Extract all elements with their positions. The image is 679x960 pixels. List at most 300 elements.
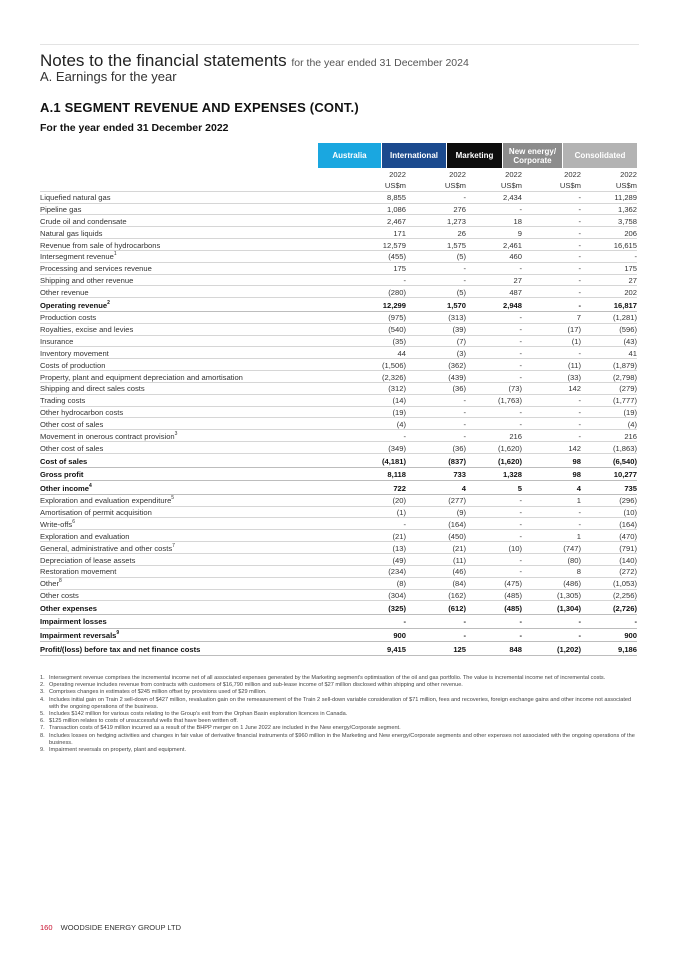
cell-value: - [578, 216, 581, 226]
cell-value: (1,506) [381, 360, 406, 370]
cell-value: 900 [393, 631, 406, 641]
table-row [40, 324, 637, 336]
table-row [40, 430, 637, 442]
cell-value: - [519, 531, 522, 541]
cell-value: - [463, 193, 466, 203]
year-label: 2022 [505, 169, 522, 179]
row-label-text: Amortisation of permit acquisition [40, 508, 152, 518]
row-label-text: Crude oil and condensate [40, 216, 127, 226]
cell-value: (1) [396, 508, 406, 518]
footnote [40, 689, 640, 696]
cell-value: (19) [392, 408, 406, 418]
row-label [40, 631, 119, 640]
row-label [40, 457, 87, 466]
cell-value: - [578, 508, 581, 518]
row-label-text: Liquefied natural gas [40, 193, 111, 203]
table-row [40, 590, 637, 602]
cell-value: - [578, 287, 581, 297]
row-label-text: Property, plant and equipment depreciation and amortisation [40, 372, 243, 382]
cell-value: (39) [452, 325, 466, 335]
company-name: WOODSIDE ENERGY GROUP LTD [60, 923, 182, 932]
cell-value: - [578, 228, 581, 238]
cell-value: - [578, 205, 581, 215]
cell-value: - [578, 240, 581, 250]
cell-value: 98 [572, 456, 581, 466]
table-row [40, 395, 637, 407]
cell-value: - [578, 193, 581, 203]
cell-value: 2,461 [502, 240, 522, 250]
cell-value: (10) [508, 543, 522, 553]
row-label [40, 579, 62, 588]
footnote-text: Intersegment revenue comprises the incremental income net of all associated expenses generated by the Marketing segment's optimisation of the oil and gas portfolio. The value is incremental income net of incremental costs. [49, 675, 606, 681]
row-label [40, 337, 73, 346]
cell-value: - [463, 431, 466, 441]
footnote-ref: 6 [72, 518, 75, 525]
row-label-text: Other expenses [40, 603, 97, 613]
cell-value: 733 [453, 470, 466, 480]
row-label [40, 484, 92, 493]
cell-value: 9,186 [617, 644, 637, 654]
cell-value: (140) [619, 555, 637, 565]
cell-value: (470) [619, 531, 637, 541]
cell-value: (1) [571, 337, 581, 347]
table-row [40, 336, 637, 348]
table-row [40, 239, 637, 251]
cell-value: (1,304) [556, 603, 581, 613]
cell-value: (455) [388, 252, 406, 262]
cell-value: (2,798) [612, 372, 637, 382]
cell-value: (540) [388, 325, 406, 335]
cell-value: 1 [576, 531, 581, 541]
footnote-text: Impairment reversals on property, plant and equipment. [49, 747, 187, 754]
table-row [40, 542, 637, 554]
cell-value: 26 [457, 228, 466, 238]
cell-value: 735 [624, 483, 637, 493]
cell-value: 18 [513, 216, 522, 226]
cell-value: (7) [456, 337, 466, 347]
row-label [40, 520, 75, 529]
row-label-text: Restoration movement [40, 567, 117, 577]
table-row [40, 359, 637, 371]
cell-value: - [519, 555, 522, 565]
table-row [40, 275, 637, 287]
cell-value: - [519, 617, 522, 627]
year-label: 2022 [564, 169, 581, 179]
footnote-text: Operating revenue includes revenue from contracts with customers of $16,790 million and sub-lease income of $27 million disclosed within shipping and other revenue. [49, 682, 463, 689]
cell-value: 1,575 [446, 240, 466, 250]
year-header-row [40, 168, 637, 180]
row-label [40, 396, 85, 405]
year-label: 2022 [389, 169, 406, 179]
cell-value: 8 [576, 567, 581, 577]
cell-value: (4) [627, 419, 637, 429]
cell-value: (33) [567, 372, 581, 382]
row-label-text: Other costs [40, 591, 79, 601]
row-label-text: Intersegment revenue [40, 252, 114, 262]
cell-value: (272) [619, 567, 637, 577]
cell-value: - [519, 337, 522, 347]
unit-label: US$m [559, 181, 581, 191]
footnote [40, 711, 640, 718]
cell-value: - [578, 408, 581, 418]
cell-value: - [463, 408, 466, 418]
row-label [40, 591, 79, 600]
cell-value: (1,763) [497, 396, 522, 406]
cell-value: (73) [508, 384, 522, 394]
page-footer [40, 923, 181, 932]
cell-value: 9 [517, 228, 522, 238]
cell-value: 125 [453, 644, 466, 654]
table-row [40, 629, 637, 643]
row-label-text: Production costs [40, 313, 97, 323]
cell-value: 10,277 [613, 470, 637, 480]
cell-value: (46) [452, 567, 466, 577]
table-row [40, 566, 637, 578]
row-label-text: Profit/(loss) before tax and net finance costs [40, 644, 201, 654]
cell-value: (17) [567, 325, 581, 335]
footnote-text: Includes $142 million for various costs relating to the Group's exit from the Orphan Basin exploration licences in Canada. [49, 711, 348, 718]
year-label: 2022 [449, 169, 466, 179]
table-row [40, 286, 637, 298]
cell-value: 1 [576, 496, 581, 506]
cell-value: (5) [456, 287, 466, 297]
footnote-text: $125 million relates to costs of unsuccessful wells that have been written off. [49, 718, 238, 725]
unit-label: US$m [444, 181, 466, 191]
column-header-consolidated: Consolidated [563, 143, 637, 168]
row-label [40, 645, 200, 654]
cell-value: - [463, 617, 466, 627]
row-label-text: Exploration and evaluation [40, 531, 130, 541]
table-row [40, 481, 637, 495]
cell-value: (1,305) [556, 591, 581, 601]
row-label-text: Shipping and other revenue [40, 276, 134, 286]
cell-value: (2,256) [612, 591, 637, 601]
table-row [40, 371, 637, 383]
cell-value: 1,086 [386, 205, 406, 215]
row-label-text: Operating revenue [40, 300, 108, 310]
cell-value: - [403, 276, 406, 286]
table-row [40, 192, 637, 204]
cell-value: (312) [388, 384, 406, 394]
segment-table [40, 168, 637, 656]
row-label-text: Gross profit [40, 470, 84, 480]
table-row [40, 554, 637, 566]
footnote-ref: 1 [113, 251, 117, 258]
cell-value: (1,620) [497, 456, 522, 466]
cell-value: (21) [392, 531, 406, 541]
cell-value: (164) [448, 519, 466, 529]
cell-value: - [519, 508, 522, 518]
footnote [40, 718, 640, 725]
unit-label: US$m [615, 181, 637, 191]
footnote [40, 747, 640, 754]
row-label-text: Costs of production [40, 360, 106, 370]
table-row [40, 227, 637, 239]
footnote [40, 725, 640, 732]
row-label [40, 373, 243, 382]
column-header-international: International [382, 143, 446, 168]
cell-value: (975) [388, 313, 406, 323]
cell-value: 142 [568, 384, 581, 394]
cell-value: (747) [563, 543, 581, 553]
cell-value: (36) [452, 443, 466, 453]
row-label-text: Other income [40, 483, 89, 493]
footnote [40, 682, 640, 689]
row-label [40, 604, 97, 613]
cell-value: (2,726) [612, 603, 637, 613]
footnote-ref: 2 [107, 299, 110, 306]
footnote-number: 1. [40, 675, 45, 681]
row-label [40, 205, 81, 214]
cell-value: 171 [393, 228, 406, 238]
cell-value: 175 [393, 264, 406, 274]
cell-value: 16,817 [613, 300, 637, 310]
footnote-number: 4. [40, 696, 45, 703]
cell-value: (485) [504, 591, 522, 601]
row-label-text: Other cost of sales [40, 419, 104, 429]
table-row [40, 263, 637, 275]
row-label-text: Natural gas liquids [40, 228, 103, 238]
cell-value: 1,328 [502, 470, 522, 480]
cell-value: - [403, 431, 406, 441]
row-label [40, 544, 175, 553]
footnote-text: Transaction costs of $419 million incurred as a result of the BHPP merger on 1 June 2022 are included in the New energy/Corporate segment. [49, 725, 401, 732]
cell-value: - [519, 348, 522, 358]
unit-header-row [40, 180, 637, 192]
table-row [40, 615, 637, 629]
footnote-ref: 4 [88, 482, 92, 489]
cell-value: 487 [509, 287, 522, 297]
footnote-number: 7. [40, 725, 45, 732]
cell-value: 2,434 [502, 193, 522, 203]
cell-value: - [519, 325, 522, 335]
footnote-number: 8. [40, 732, 45, 739]
footnote-ref: 8 [59, 578, 62, 585]
table-row [40, 518, 637, 530]
cell-value: (486) [563, 579, 581, 589]
cell-value: (13) [392, 543, 406, 553]
unit-label: US$m [500, 181, 522, 191]
cell-value: (84) [452, 579, 466, 589]
cell-value: (6,540) [612, 456, 637, 466]
unit-label: US$m [384, 181, 406, 191]
cell-value: (10) [623, 508, 637, 518]
column-header-new-energy: New energy/ Corporate [503, 143, 562, 168]
row-label [40, 264, 152, 273]
cell-value: (9) [456, 508, 466, 518]
cell-value: 142 [568, 443, 581, 453]
cell-value: - [578, 419, 581, 429]
row-label [40, 617, 107, 626]
cell-value: (162) [448, 591, 466, 601]
cell-value: 460 [509, 252, 522, 262]
cell-value: 12,579 [382, 240, 406, 250]
cell-value: 27 [513, 276, 522, 286]
cell-value: - [519, 313, 522, 323]
row-label [40, 301, 110, 310]
footnote-ref: 9 [116, 630, 120, 637]
cell-value: (485) [504, 603, 522, 613]
cell-value: - [463, 631, 466, 641]
cell-value: 1,570 [446, 300, 466, 310]
row-label-text: Cost of sales [40, 456, 88, 466]
cell-value: - [634, 252, 637, 262]
cell-value: (1,777) [612, 396, 637, 406]
cell-value: (304) [388, 591, 406, 601]
cell-value: (280) [388, 287, 406, 297]
cell-value: (8) [396, 579, 406, 589]
row-label-text: Movement in onerous contract provision [40, 431, 175, 441]
row-label [40, 532, 130, 541]
table-row [40, 442, 637, 454]
cell-value: (2,326) [381, 372, 406, 382]
cell-value: (80) [567, 555, 581, 565]
cell-value: (36) [452, 384, 466, 394]
cell-value: 900 [624, 631, 637, 641]
cell-value: - [519, 419, 522, 429]
cell-value: - [578, 431, 581, 441]
cell-value: - [403, 617, 406, 627]
row-label [40, 288, 89, 297]
footnote-ref: 7 [172, 542, 175, 549]
cell-value: 98 [572, 470, 581, 480]
cell-value: - [519, 631, 522, 641]
cell-value: (35) [392, 337, 406, 347]
footnote-number: 3. [40, 689, 45, 696]
cell-value: - [519, 408, 522, 418]
cell-value: 5 [517, 483, 522, 493]
section-title: A. Earnings for the year [40, 69, 177, 84]
row-label-text: Revenue from sale of hydrocarbons [40, 240, 161, 250]
cell-value: 2,467 [386, 216, 406, 226]
cell-value: 206 [624, 228, 637, 238]
cell-value: 276 [453, 205, 466, 215]
footnote-number: 9. [40, 747, 45, 754]
cell-value: - [463, 396, 466, 406]
table-row [40, 601, 637, 615]
footnote-number: 5. [40, 711, 45, 718]
cell-value: (1,053) [612, 579, 637, 589]
cell-value: - [578, 252, 581, 262]
footnote-ref: 5 [171, 495, 175, 502]
footnote-text: Includes losses on hedging activities and changes in fair value of derivative financial instruments of $960 million in the Marketing and New energy/Corporate segments and other expenses not associated with the ongoing operations of the business. [49, 732, 635, 746]
page-title [40, 51, 469, 71]
row-label [40, 193, 111, 202]
footnote [40, 733, 640, 747]
cell-value: - [519, 205, 522, 215]
footnote-number: 6. [40, 718, 45, 725]
row-label [40, 217, 127, 226]
table-row [40, 642, 637, 656]
row-label-text: Royalties, excise and levies [40, 325, 134, 335]
cell-value: (3) [456, 348, 466, 358]
row-label-text: Other [40, 579, 59, 589]
cell-value: (1,202) [556, 644, 581, 654]
table-row [40, 347, 637, 359]
row-label-text: Shipping and direct sales costs [40, 384, 145, 394]
cell-value: 722 [393, 483, 406, 493]
footnote-text: Comprises changes in estimates of $245 million offset by provisions used of $29 million. [49, 689, 267, 696]
row-label [40, 508, 152, 517]
cell-value: - [634, 617, 637, 627]
cell-value: - [463, 276, 466, 286]
cell-value: (1,281) [612, 313, 637, 323]
cell-value: (11) [568, 360, 581, 370]
cell-value: - [463, 419, 466, 429]
cell-value: (49) [392, 555, 406, 565]
row-label-text: Insurance [40, 337, 74, 347]
cell-value: (313) [448, 313, 466, 323]
row-label-text: Impairment reversals [40, 631, 117, 641]
row-label [40, 567, 116, 576]
table-row [40, 407, 637, 419]
cell-value: (439) [448, 372, 466, 382]
cell-value: - [519, 519, 522, 529]
cell-value: (362) [448, 360, 466, 370]
cell-value: (11) [453, 555, 466, 565]
table-row [40, 298, 637, 312]
cell-value: (1,620) [497, 443, 522, 453]
table-row [40, 312, 637, 324]
row-label-text: Other revenue [40, 287, 89, 297]
table-row [40, 418, 637, 430]
row-label [40, 229, 102, 238]
row-label [40, 408, 123, 417]
row-label [40, 252, 117, 261]
footnote [40, 697, 640, 711]
note-heading: A.1 SEGMENT REVENUE AND EXPENSES (CONT.) [40, 100, 359, 115]
cell-value: 175 [624, 264, 637, 274]
cell-value: (450) [448, 531, 466, 541]
cell-value: - [578, 631, 581, 641]
row-label [40, 496, 174, 505]
footnote-text: Includes initial gain on Train 2 sell-down of $427 million, revaluation gain on the remeasurement of the Train 2 sell-down variable consideration of $71 million, fees and recoveries, foreign exchange gains and other income not associated with the ongoing operations of the business. [49, 696, 632, 710]
row-label [40, 470, 83, 479]
table-row [40, 578, 637, 590]
cell-value: - [519, 264, 522, 274]
cell-value: - [463, 264, 466, 274]
cell-value: (4,181) [381, 456, 406, 466]
cell-value: (21) [452, 543, 466, 553]
cell-value: - [578, 300, 581, 310]
row-label [40, 384, 145, 393]
cell-value: 216 [509, 431, 522, 441]
row-label-text: Processing and services revenue [40, 264, 152, 274]
table-row [40, 507, 637, 519]
year-label: 2022 [620, 169, 637, 179]
cell-value: - [578, 519, 581, 529]
table-row [40, 454, 637, 468]
cell-value: - [578, 264, 581, 274]
row-label [40, 420, 103, 429]
cell-value: (5) [456, 252, 466, 262]
row-label [40, 325, 133, 334]
cell-value: (234) [388, 567, 406, 577]
row-label [40, 556, 135, 565]
table-row [40, 251, 637, 263]
row-label [40, 241, 160, 250]
cell-value: 27 [628, 276, 637, 286]
cell-value: 202 [624, 287, 637, 297]
row-label-text: General, administrative and other costs [40, 543, 173, 553]
cell-value: 3,758 [617, 216, 637, 226]
cell-value: 216 [624, 431, 637, 441]
cell-value: 4 [576, 483, 581, 493]
page-number: 160 [40, 923, 53, 932]
cell-value: 9,415 [386, 644, 406, 654]
row-label-text: Write-offs [40, 519, 73, 529]
row-label [40, 361, 105, 370]
